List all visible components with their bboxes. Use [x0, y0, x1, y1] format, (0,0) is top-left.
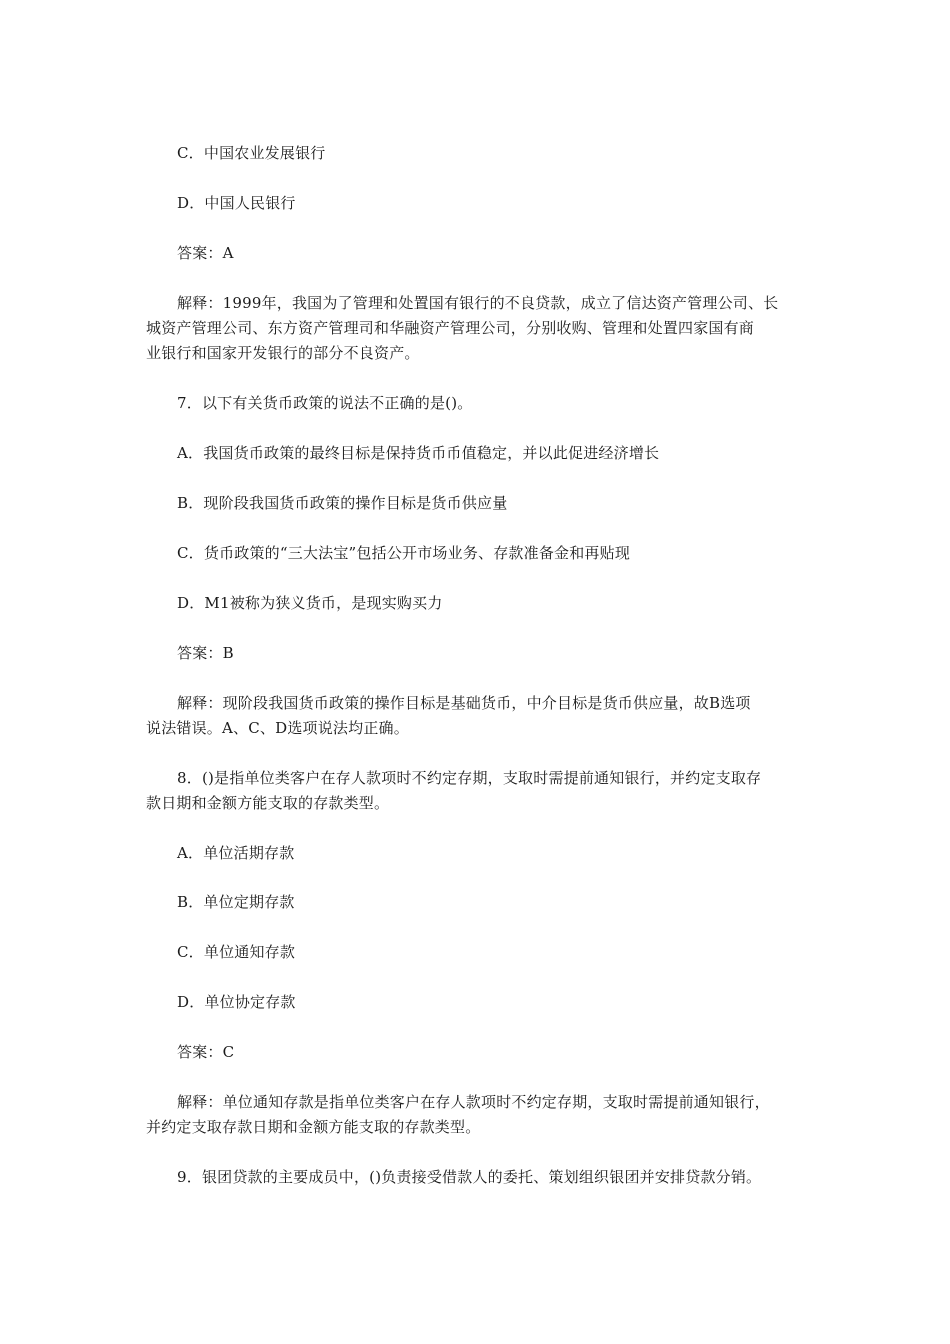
option-d-q6: D．中国人民银行 — [177, 194, 296, 212]
option-b-q8: B．单位定期存款 — [177, 893, 295, 911]
explanation-q8-line2: 并约定支取存款日期和金额方能支取的存款类型。 — [146, 1118, 481, 1136]
explanation-q6-line3: 业银行和国家开发银行的部分不良资产。 — [146, 344, 420, 362]
option-d-q8: D．单位协定存款 — [177, 993, 296, 1011]
answer-q8: 答案：C — [177, 1043, 235, 1061]
question-8-line2: 款日期和金额方能支取的存款类型。 — [146, 794, 390, 812]
option-a-q7: A．我国货币政策的最终目标是保持货币币值稳定，并以此促进经济增长 — [177, 444, 660, 462]
explanation-q6-line1: 解释：1999年，我国为了管理和处置国有银行的不良贷款，成立了信达资产管理公司、长 — [177, 294, 779, 312]
option-c-q8: C．单位通知存款 — [177, 943, 296, 961]
question-9: 9．银团贷款的主要成员中，()负责接受借款人的委托、策划组织银团并安排贷款分销。 — [177, 1168, 762, 1186]
question-8-line1: 8．()是指单位类客户在存人款项时不约定存期，支取时需提前通知银行，并约定支取存 — [177, 769, 762, 787]
explanation-q6-line2: 城资产管理公司、东方资产管理司和华融资产管理公司，分别收购、管理和处置四家国有商 — [146, 319, 755, 337]
explanation-q7-line1: 解释：现阶段我国货币政策的操作目标是基础货币，中介目标是货币供应量，故B选项 — [177, 694, 751, 712]
answer-q7: 答案：B — [177, 644, 234, 662]
option-d-q7: D．M1被称为狭义货币，是现实购买力 — [177, 594, 443, 612]
question-7: 7．以下有关货币政策的说法不正确的是()。 — [177, 394, 473, 412]
answer-q6: 答案：A — [177, 244, 234, 262]
option-a-q8: A．单位活期存款 — [177, 844, 295, 862]
option-b-q7: B．现阶段我国货币政策的操作目标是货币供应量 — [177, 494, 508, 512]
option-c-q6: C．中国农业发展银行 — [177, 144, 326, 162]
explanation-q7-line2: 说法错误。A、C、D选项说法均正确。 — [146, 719, 409, 737]
explanation-q8-line1: 解释：单位通知存款是指单位类客户在存人款项时不约定存期，支取时需提前通知银行， — [177, 1093, 770, 1111]
option-c-q7: C．货币政策的“三大法宝”包括公开市场业务、存款准备金和再贴现 — [177, 544, 631, 562]
